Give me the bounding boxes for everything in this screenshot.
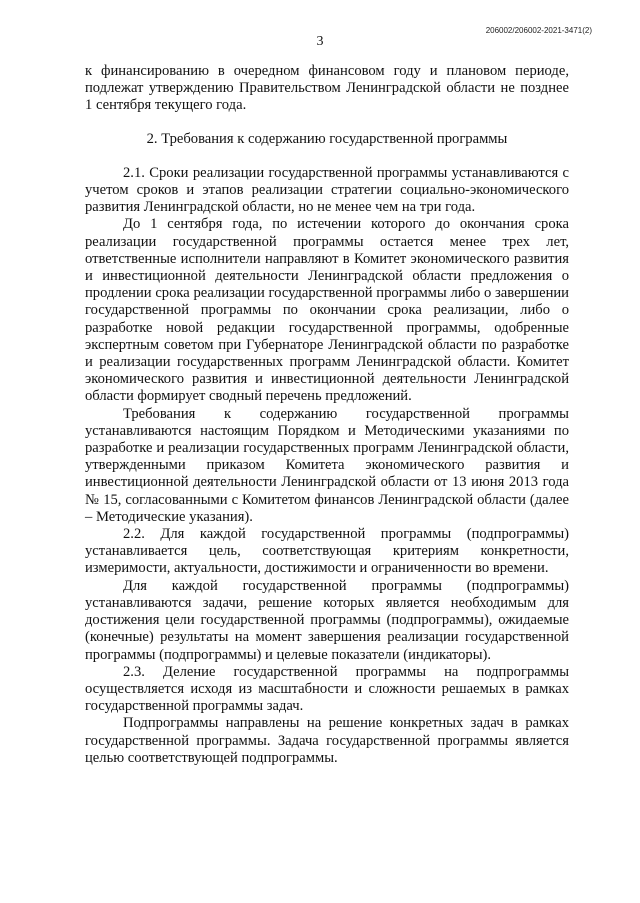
document-body <box>85 63 569 767</box>
paragraph-subprograms: Подпрограммы направлены на решение конкретных задач в рамках государственной программы. Задача государственной программы является целью соответствующей подпрограммы. <box>85 715 569 766</box>
paragraph-continuation: к финансированию в очередном финансовом году и плановом периоде, подлежат утверждению Правительством Ленинградской области не позднее 1 сентября текущего года. <box>85 63 569 114</box>
section-title: 2. Требования к содержанию государственной программы <box>146 130 508 147</box>
paragraph-2-1: 2.1. Сроки реализации государственной программы устанавливаются с учетом сроков и этапов реализации стратегии социально-экономического развития Ленинградской области, но не менее чем на три года. <box>85 164 569 216</box>
paragraph-extension-proposals: До 1 сентября года, по истечении которого до окончания срока реализации государственной программы остается менее трех лет, ответственные исполнители направляют в Комитет экономического развития и инвестиционной деятельности Ленинградской области предложения о продлении срока реализации государственной программы либо о завершении государственной программы по окончании срока реализации, либо о разработке новой редакции государственной программы, одобренные экспертным советом при Губернаторе Ленинградской области по разработке и реализации государственных программ Ленинградской области. Комитет экономического развития и инвестиционной деятельности Ленинградской области формирует сводный перечень предложений. <box>85 216 569 405</box>
page-number: 3 <box>316 34 324 49</box>
paragraph-2-3: 2.3. Деление государственной программы на подпрограммы осуществляется исходя из масштабности и сложности решаемых в рамках государственной программы задач. <box>85 663 569 715</box>
paragraph-content-requirements: Требования к содержанию государственной программы устанавливаются настоящим Порядком и Методическими указаниями по разработке и реализации государственных программ Ленинградской области, утвержденными приказом Комитета экономического развития и инвестиционной деятельности Ленинградской области от 13 июня 2013 года № 15, согласованными с Комитетом финансов Ленинградской области (далее – Методические указания). <box>85 405 569 525</box>
paragraph-tasks: Для каждой государственной программы (подпрограммы) устанавливаются задачи, решение которых является необходимым для достижения цели государственной программы (подпрограммы), ожидаемые (конечные) результаты на момент завершения реализации государственной программы (подпрограммы) и целевые показатели (индикаторы). <box>85 577 569 663</box>
paragraph-2-2: 2.2. Для каждой государственной программы (подпрограммы) устанавливается цель, соответствующая критериям конкретности, измеримости, актуальности, достижимости и ограниченности во времени. <box>85 526 569 577</box>
document-number: 206002/206002-2021-3471(2) <box>485 26 592 35</box>
